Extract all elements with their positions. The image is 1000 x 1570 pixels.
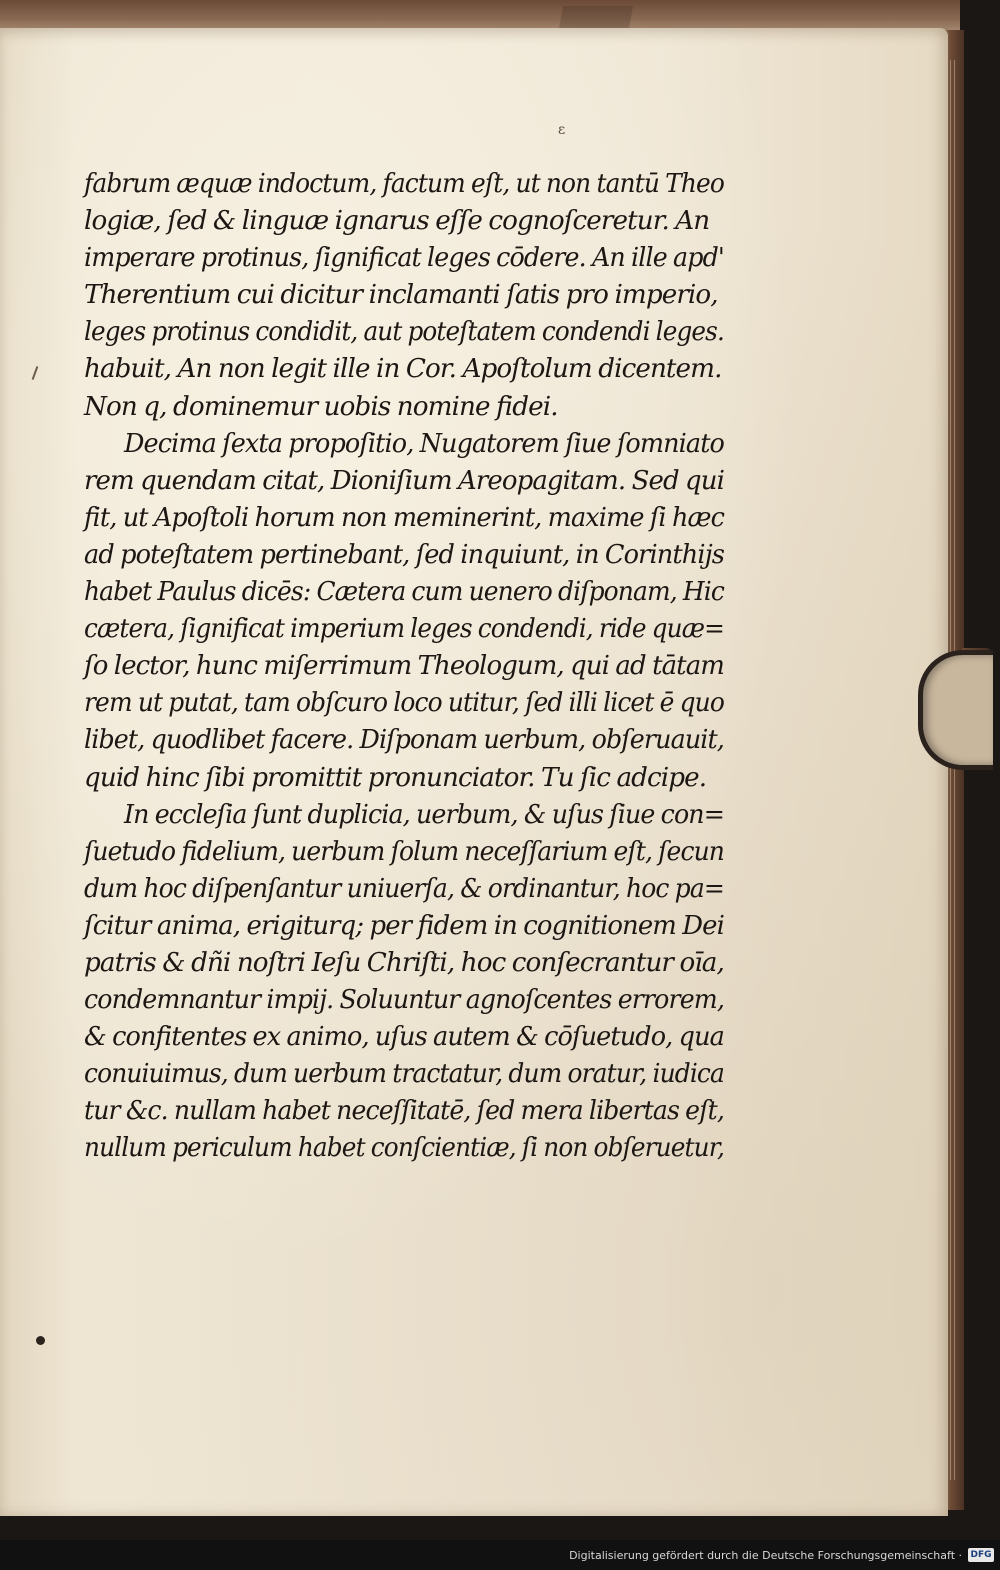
text-line: nullum periculum habet conſcientiæ, ſi non obſeruetur,	[84, 1133, 724, 1164]
text-line: cætera, ſignificat imperium leges condendi, ride quæ=	[84, 614, 724, 645]
funding-credit: Digitalisierung gefördert durch die Deutsche Forschungsgemeinschaft ·	[569, 1549, 962, 1562]
text-line: Non q, dominemur uobis nomine fidei.	[84, 391, 558, 422]
text-line: quid hinc ſibi promittit pronunciator. Tu ſic adcipe.	[84, 762, 707, 793]
text-line: leges protinus condidit, aut poteſtatem condendi leges.	[84, 317, 724, 348]
text-line: rem quendam citat, Dioniſium Areopagitam. Sed qui	[84, 465, 724, 496]
text-line: ſo lector, hunc miſerrimum Theologum, qui ad tātam	[84, 651, 724, 682]
text-line: condemnantur impij. Soluuntur agnoſcentes errorem,	[84, 985, 724, 1016]
text-line: fit, ut Apoſtoli horum non meminerint, maxime ſi hæc	[84, 502, 724, 533]
text-line: ſcitur anima, erigiturq; per fidem in cognitionem Dei	[84, 910, 724, 941]
text-line: libet, quodlibet facere. Diſponam uerbum, obſeruauit,	[84, 725, 724, 756]
text-line: rem ut putat, tam obſcuro loco utitur, ſed illi licet ē quo	[84, 688, 724, 719]
signature-mark: ɛ	[558, 122, 566, 138]
text-line: imperare protinus, ſignificat leges cōdere. An ille apd'	[84, 243, 724, 274]
text-line: ſuetudo fidelium, uerbum ſolum neceſſarium eſt, ſecun	[84, 836, 724, 867]
text-line: Therentium cui dicitur inclamanti ſatis pro imperio,	[84, 280, 718, 311]
text-line: patris & dñi noſtri Ieſu Chriſti, hoc conſecrantur oīa,	[84, 947, 724, 978]
body-text	[84, 166, 744, 1168]
text-line: dum hoc diſpenſantur uniuerſa, & ordinantur, hoc pa=	[84, 873, 724, 904]
text-line: Decima ſexta propoſitio, Nugatorem ſiue ſomniato	[124, 428, 724, 459]
footer-bar	[0, 1540, 1000, 1570]
text-line: logiæ, ſed & linguæ ignarus eſſe cognoſceretur. An	[84, 206, 710, 237]
dfg-logo-icon: DFG	[968, 1548, 994, 1562]
text-line: conuiuimus, dum uerbum tractatur, dum oratur, iudica	[84, 1059, 724, 1090]
clasp-ring	[918, 650, 993, 770]
ink-spot	[36, 1336, 45, 1345]
text-line: & confitentes ex animo, uſus autem & cōſuetudo, qua	[84, 1022, 724, 1053]
text-line: tur &c. nullam habet neceſſitatē, ſed mera libertas eſt,	[84, 1096, 724, 1127]
text-line: fabrum æquæ indoctum, factum eſt, ut non tantū Theo	[84, 169, 724, 199]
text-line: habuit, An non legit ille in Cor. Apoſtolum dicentem.	[84, 354, 722, 385]
text-line: habet Paulus dicēs: Cætera cum uenero diſponam, Hic	[84, 577, 724, 608]
text-line: In eccleſia ſunt duplicia, uerbum, & uſus ſiue con=	[124, 799, 724, 830]
text-line: ad poteſtatem pertinebant, ſed inquiunt, in Corinthijs	[84, 539, 724, 570]
